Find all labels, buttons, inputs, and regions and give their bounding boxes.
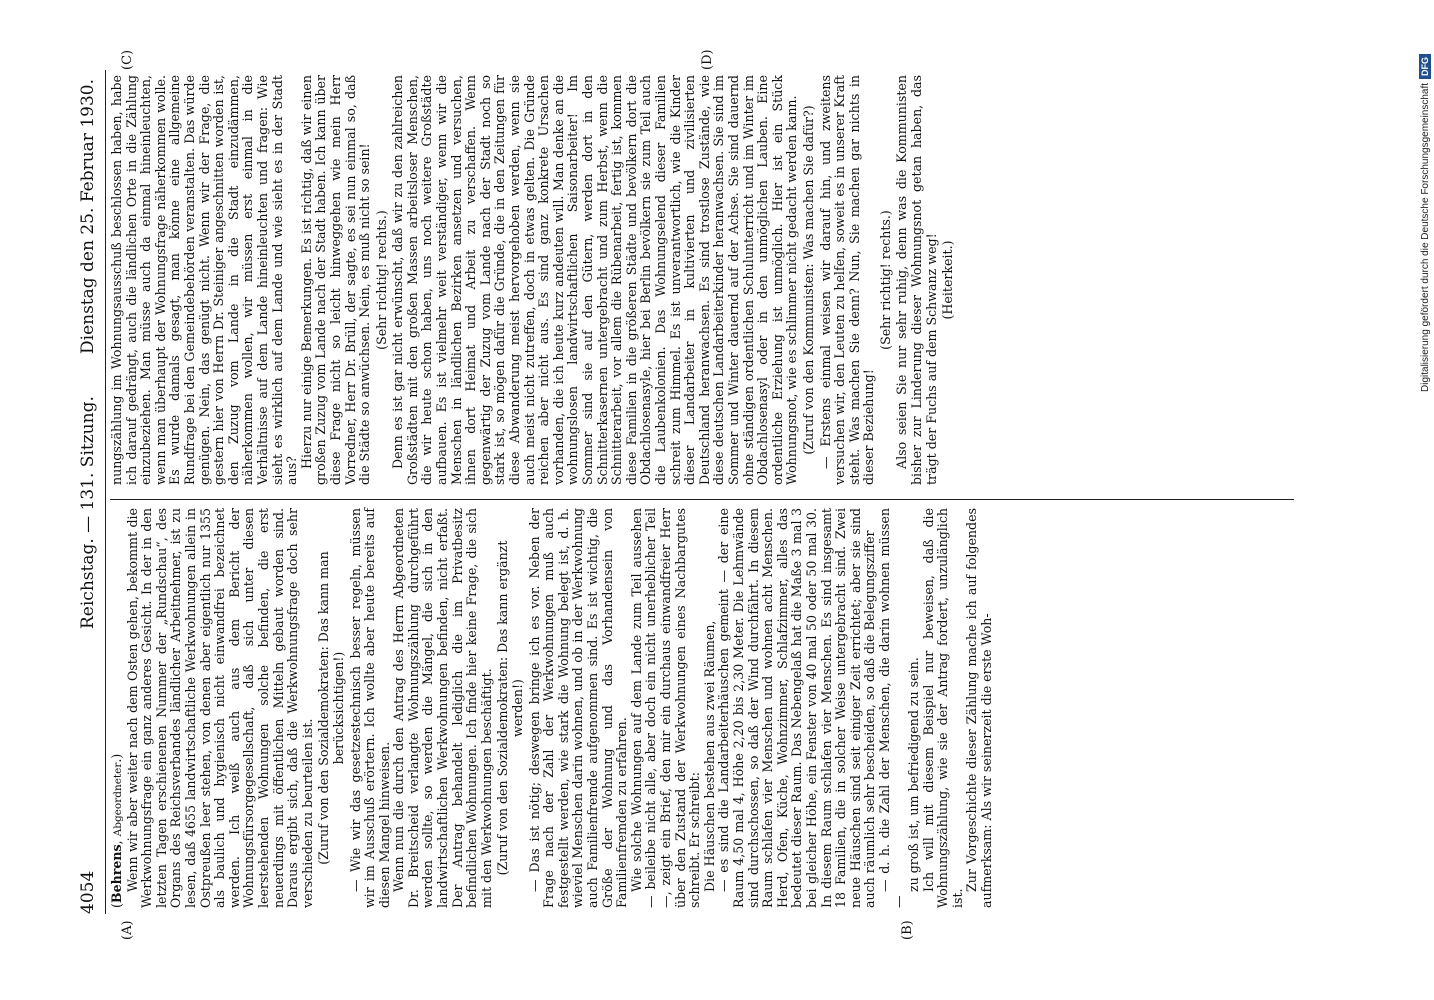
interjection: (Zuruf von den Sozialdemokraten: Das kann man berücksichtigen!) — [316, 551, 346, 865]
interjection: (Sehr richtig! rechts.) — [373, 210, 389, 350]
paragraph: Zur Vorgeschichte dieser Zählung mache ich auf folgendes aufmerksam: Als wir seinerzeit die erste Woh- — [964, 508, 995, 908]
paragraph: — d. h. die Zahl der Menschen, die darin wohnen müssen — — [876, 508, 907, 908]
left-column — [110, 508, 995, 908]
page-number: 4054 — [78, 870, 98, 914]
paragraph: Hierzu nur einige Bemerkungen. Es ist richtig, daß wir einen großen Zuzug vom Lande nach der Stadt haben. Ich kann über diese Frage nicht so leicht hinweggehen wie mein Herr Vorredner, Herr Dr. Brüll, der sagte, es sei nun einmal so, daß die Städte so anwüchsen. Nein, es muß nicht so sein! — [298, 75, 373, 485]
funding-note: Digitalisierung gefördert durch die Deutsche Forschungsgemeinschaft — [1419, 82, 1431, 392]
paragraph: Wenn nun die durch den Antrag des Herrn Abgeordneten Dr. Breitscheid verlangte Wohnungszählung durchgeführt werden sollte, so werden die Mängel, die sich in den landwirtschaftlichen Werkwohnungen befinden, nicht erfaßt. Der Antrag behandelt lediglich die im Privatbesitz befindlichen Wohnungen. Ich finde hier keine Frage, die sich mit den Werkwohnungen beschäftigt. — [391, 508, 494, 908]
speaker-name: Behrens — [109, 844, 124, 904]
paragraph: Wie solche Wohnungen auf dem Lande zum Teil aussehen — beileibe nicht alle, aber doch ein nicht unerheblicher Teil —, zeigt ein Brief, den mir ein durchaus einwandfreier Herr über den Zustand der Werkwohnungen eines Nachbargutes schreibt. Er schreibt: — [628, 508, 703, 908]
margin-marker-c: (C) — [120, 49, 135, 70]
paragraph: nungszählung im Wohnungsausschuß beschlossen haben, habe ich darauf gedrängt, auch die ländlichen Orte in die Zählung einzubeziehen. Man müsse auch da einmal hineinleuchten, wenn man überhaupt der Wohnungsfrage näherkommen wolle. Es wurde damals gesagt, man könne eine allgemeine Rundfrage bei den Gemeindebehörden veranstalten. Das würde genügen. Nein, das genügt nicht. Wenn wir der Frage, die gestern hier von Herrn Dr. Steiniger angeschnitten worden ist, den Zuzug vom Lande in die Stadt einzudämmen, näherkommen wollen, wir müssen erst einmal in die Verhältnisse auf dem Lande hineinleuchten und fragen: Wie sieht es wirklich auf dem Lande und wie sieht es in der Stadt aus? — [109, 75, 300, 485]
margin-marker-a: (A) — [120, 920, 135, 940]
column-divider — [110, 499, 1294, 500]
margin-marker-b: (B) — [900, 920, 915, 940]
paragraph: Also seien Sie nur sehr ruhig, denn was die Kommunisten bisher zur Linderung dieser Wohnungsnot getan haben, das trägt der Fuchs auf dem Schwanz weg! — [894, 75, 939, 485]
dfg-sidebar — [1408, 0, 1434, 1000]
paragraph: Wenn wir aber weiter nach dem Osten gehen, bekommt die Werkwohnungsfrage ein ganz anderes Gesicht. In der in den letzten Tagen erschienenen Nummer der „Rundschau“, des Organs des Reichsverbandes ländlicher Arbeitnehmer, ist zu lesen, daß 4655 landwirtschaftliche Werkwohnungen allein in Ostpreußen leer stehen, von denen aber eigentlich nur 1355 als baulich und hygienisch nicht einwandfrei bezeichnet werden. Ich weiß auch aus dem Bericht der Wohnungsfürsorgegesellschaft, daß sich unter diesen leerstehenden Wohnungen solche befinden, die erst neuerdings mit öffentlichen Mitteln gebaut worden sind. Daraus ergibt sich, daß die Werkwohnungsfrage doch sehr verschieden zu beurteilen ist. — [124, 508, 315, 908]
paragraph: Die Häuschen bestehen aus zwei Räumen, — [701, 620, 717, 892]
interjection: (Sehr richtig! rechts.) — [877, 210, 893, 350]
speaker-line: (Behrens, Abgeordneter.) — [109, 753, 124, 908]
page-header — [78, 70, 102, 914]
interjection: (Zuruf von den Kommunisten: Was machen Sie dafür?) — [800, 105, 816, 455]
right-column — [110, 75, 958, 485]
paragraph: — Wie wir das gesetzestechnisch besser regeln, müssen wir im Ausschuß erörtern. Ich wollte aber heute bereits auf diesen Mangel hinweisen. — [347, 508, 392, 908]
header-rule — [105, 70, 106, 914]
session-title: Reichstag. — 131. Sitzung. — [78, 396, 98, 629]
speaker-role: Abgeordneter — [112, 762, 124, 837]
session-date: Dienstag den 25. Februar 1930. — [78, 78, 98, 354]
margin-marker-d: (D) — [700, 49, 715, 70]
interjection: (Zuruf von den Sozialdemokraten: Das kann ergänzt werden!) — [495, 540, 526, 876]
paragraph: — es sind die Landarbeiterhäuschen gemeint — der eine Raum 4,50 mal 4, Höhe 2,20 bis 2,30 Meter. Die Lehmwände sind durchschossen, so daß der Wind durchfährt. In diesem Raum schlafen vier Menschen und wohnen acht Menschen. Herd, Ofen, Küche, Wohnzimmer, Schlafzimmer, alles das bedeutet dieser Raum. Das Nebengelaß hat die Maße 3 mal 3 bei gleicher Höhe, ein Fenster von 40 mal 50 oder 50 mal 30. In diesem Raum schlafen vier Menschen. Es sind insgesamt 18 Familien, die in solcher Weise untergebracht sind. Zwei neue Häuschen sind seit einiger Zeit errichtet; aber sie sind auch räumlich sehr bescheiden, so daß die Belegungsziffer — [716, 508, 878, 908]
paragraph: Denn es ist gar nicht erwünscht, daß wir zu den zahlreichen Großstädten mit den großen Massen arbeitsloser Menschen, die wir heute schon haben, uns noch weitere Großstädte aufbauen. Es ist vielmehr weit verständiger, wenn wir die Menschen in ländlichen Bezirken ansetzen und versuchen, ihnen dort Heimat und Arbeit zu verschaffen. Wenn gegenwärtig der Zuzug vom Lande nach der Stadt noch so stark ist, so mögen dafür die Gründe, die in den Zeitungen für diese Abwanderung meist hervorgehoben werden, wenn sie auch meist nicht zutreffen, doch in etwas gelten. Die Gründe reichen aber nicht aus. Es sind ganz konkrete Ursachen vorhanden, die ich heute kurz andeuten will. Man denke an die wohnungslosen landwirtschaftlichen Saisonarbeiter! Im Sommer sind sie auf den Gütern, werden dort in den Schnitterkasernen untergebracht und zum Herbst, wenn die Schnitterarbeit, vor allem die Rübenarbeit, fertig ist, kommen diese Familien in die größeren Städte und bevölkern dort die Obdachlosenasyle, hier bei Berlin bevölkern sie zum Teil auch die Laubenkolonien. Das Wohnungselend dieser Familien schreit zum Himmel. Es ist unverantwortlich, wie die Kinder dieser Landarbeiter in kultivierten und zivilisierten Deutschland heranwachsen. Es sind trostlose Zustände, wie diese deutschen Landarbeiterkinder heranwachsen. Sie sind im Sommer und Winter dauernd auf der Achse. Sie sind dauernd ohne ständigen ordentlichen Schulunterricht und im Winter im Obdachlosenasyl oder in den unmöglichen Lauben. Eine ordentliche Erziehung ist unmöglich. Hier ist ein Stück Wohnungsnot, wie es schlimmer nicht gedacht werden kann. — [390, 75, 800, 485]
interjection: (Heiterkeit.) — [940, 240, 956, 320]
paragraph: — Das ist nötig; deswegen bringe ich es vor. Neben der Frage nach der Zahl der Werkwohnungen muß auch festgestellt werden, wie stark die Wohnung belegt ist, d. h. wieviel Menschen darin wohnen, und ob in der Werkwohnung auch Familienfremde aufgenommen sind. Es ist wichtig, die Größe der Wohnung und das Vorhandensein von Familienfremden zu erfahren. — [526, 508, 630, 908]
paragraph: — Erstens einmal weisen wir darauf hin, und zweitens versuchen wir, den Leuten zu helfen, soweit es in unserer Kraft steht. Was machen Sie denn? Nun, Sie machen gar nichts in dieser Beziehung! — [817, 75, 877, 485]
dfg-logo: DFG — [1419, 54, 1431, 79]
paragraph: Ich will mit diesem Beispiel nur beweisen, daß die Wohnungszählung, wie sie der Antrag fordert, unzulänglich ist. — [920, 508, 965, 908]
paragraph: zu groß ist, um befriedigend zu sein. — [906, 657, 922, 892]
